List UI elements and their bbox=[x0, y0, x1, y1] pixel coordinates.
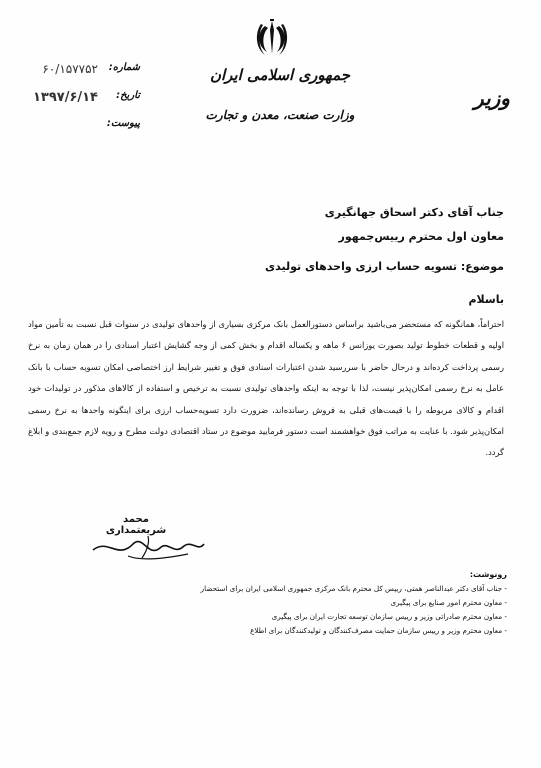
ministry-title: وزارت صنعت، معدن و تجارت bbox=[205, 108, 355, 122]
letter-number-row bbox=[20, 62, 140, 78]
letter-date-row bbox=[20, 90, 140, 106]
cc-item: - جناب آقای دکتر عبدالناصر همتی، رییس کل محترم بانک مرکزی جمهوری اسلامی ایران برای استحضار bbox=[200, 584, 507, 593]
subject-line: موضوع: تسویه حساب ارزی واحدهای تولیدی bbox=[265, 260, 504, 273]
attachment-label: پیوست: bbox=[106, 118, 140, 129]
cc-item: - معاون محترم وزیر و رییس سازمان حمایت مصرف‌کنندگان و تولیدکنندگان برای اطلاع bbox=[250, 626, 507, 635]
signatory-name: محمد شریعتمداری bbox=[105, 514, 167, 536]
handwritten-signature bbox=[88, 530, 208, 564]
cc-item: - معاون محترم امور صنایع برای پیگیری bbox=[390, 598, 507, 607]
number-value: ۶۰/۱۵۷۷۵۲ bbox=[42, 62, 98, 76]
number-label: شماره: bbox=[108, 62, 140, 73]
body-paragraph: احتراماً، همانگونه که مستحضر می‌باشید براساس دستورالعمل بانک مرکزی بسیاری از واحدهای تولیدی در سنوات قبل نسبت به تأمین مواد اولیه و قطعات خطوط تولید بصورت یوزانس ۶ ماهه و یکساله اقدام و بخش کمی از وجه گشایش اعتبار اسنادی را در همان زمان به نرخ رسمی پرداخت کرده‌اند و درحال حاضر با سررسید شدن اعتبارات اسنادی فوق و تغییر شرایط ارز اختصاصی امکان تسویه حساب با بانک عامل به نرخ رسمی امکان‌پذیر نیست، لذا با توجه به اینکه واحدهای تولیدی نسبت به ترخیص و استفاده از کالاهای مذکور در تولیدات خود اقدام و کالای مربوطه را با قیمت‌های قبلی به فروش رسانده‌اند، ضرورت دارد تسویه‌حساب ارزی برای اینگونه واحدها به نرخ رسمی امکان‌پذیر شود. با عنایت به مراتب فوق خواهشمند است دستور فرمایید موضوع در ستاد اقتصادی دولت مطرح و رویه لازم جمع‌بندی و ابلاغ گردد. bbox=[28, 319, 504, 458]
cc-title: رونوشت: bbox=[469, 570, 507, 579]
minister-title: وزیر bbox=[474, 86, 510, 110]
cc-item: - معاون محترم صادراتی وزیر و رییس سازمان توسعه تجارت ایران برای پیگیری bbox=[271, 612, 507, 621]
recipient-title: معاون اول محترم رییس‌جمهور bbox=[338, 230, 504, 243]
letter-attachment-row bbox=[20, 118, 140, 134]
iran-emblem-icon bbox=[253, 18, 291, 58]
greeting: باسلام bbox=[468, 293, 504, 306]
recipient-name: جناب آقای دکتر اسحاق جهانگیری bbox=[324, 206, 504, 219]
republic-title: جمهوری اسلامی ایران bbox=[209, 66, 351, 84]
date-value: ۱۳۹۷/۶/۱۴ bbox=[32, 90, 98, 105]
date-label: تاریخ: bbox=[116, 90, 140, 101]
